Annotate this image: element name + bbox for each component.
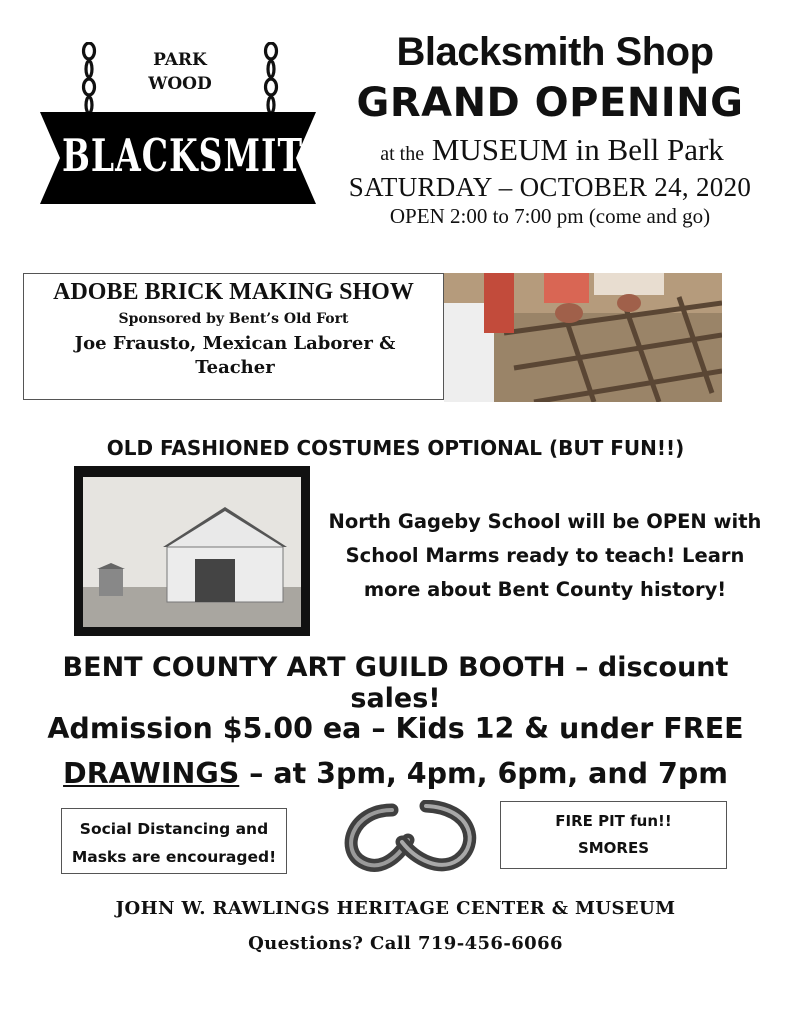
grand-opening-heading: GRAND OPENING <box>356 80 744 126</box>
firepit-text <box>500 808 727 862</box>
drawings-line <box>20 757 771 790</box>
adobe-brick-photo <box>444 273 722 402</box>
chain-icon <box>80 42 98 116</box>
page-title: Blacksmith Shop <box>396 30 714 74</box>
adobe-title: ADOBE BRICK MAKING SHOW <box>53 279 414 305</box>
sign-top-text <box>120 48 240 96</box>
school-text: North Gageby School will be OPEN with School Marms ready to teach! Learn more about Bent County history! <box>328 510 762 601</box>
firepit-line1: FIRE PIT fun!! <box>555 812 672 830</box>
distancing-text: Social Distancing and Masks are encouraged! <box>71 820 277 866</box>
sign-board-text: BLACKSMITH <box>62 129 336 182</box>
admission-line: Admission $5.00 ea – Kids 12 & under FREE <box>47 712 744 745</box>
adobe-presenter: Joe Frausto, Mexican Laborer & Teacher <box>74 333 396 378</box>
location-prefix: at the <box>380 143 425 165</box>
chain-icon <box>262 42 280 116</box>
sign-line-wood: WOOD <box>148 74 212 94</box>
firepit-line2: SMORES <box>577 839 650 857</box>
location-line <box>322 132 782 168</box>
location: MUSEUM in Bell Park <box>431 132 724 167</box>
event-date: SATURDAY – OCTOBER 24, 2020 <box>348 172 752 202</box>
adobe-sponsor: Sponsored by Bent’s Old Fort <box>118 311 349 327</box>
museum-name: JOHN W. RAWLINGS HERITAGE CENTER & MUSEUM <box>115 898 676 919</box>
school-photo <box>83 477 301 627</box>
art-guild-heading: BENT COUNTY ART GUILD BOOTH – discount sales! <box>62 652 729 714</box>
event-hours: OPEN 2:00 to 7:00 pm (come and go) <box>389 204 711 228</box>
drawings-times: – at 3pm, 4pm, 6pm, and 7pm <box>239 757 728 790</box>
horseshoe-icon <box>332 800 480 874</box>
costumes-notice: OLD FASHIONED COSTUMES OPTIONAL (BUT FUN!!) <box>106 436 685 460</box>
sign-line-park: PARK <box>153 50 207 70</box>
contact-line: Questions? Call 719-456-6066 <box>248 933 563 954</box>
drawings-label: DRAWINGS <box>63 757 240 790</box>
